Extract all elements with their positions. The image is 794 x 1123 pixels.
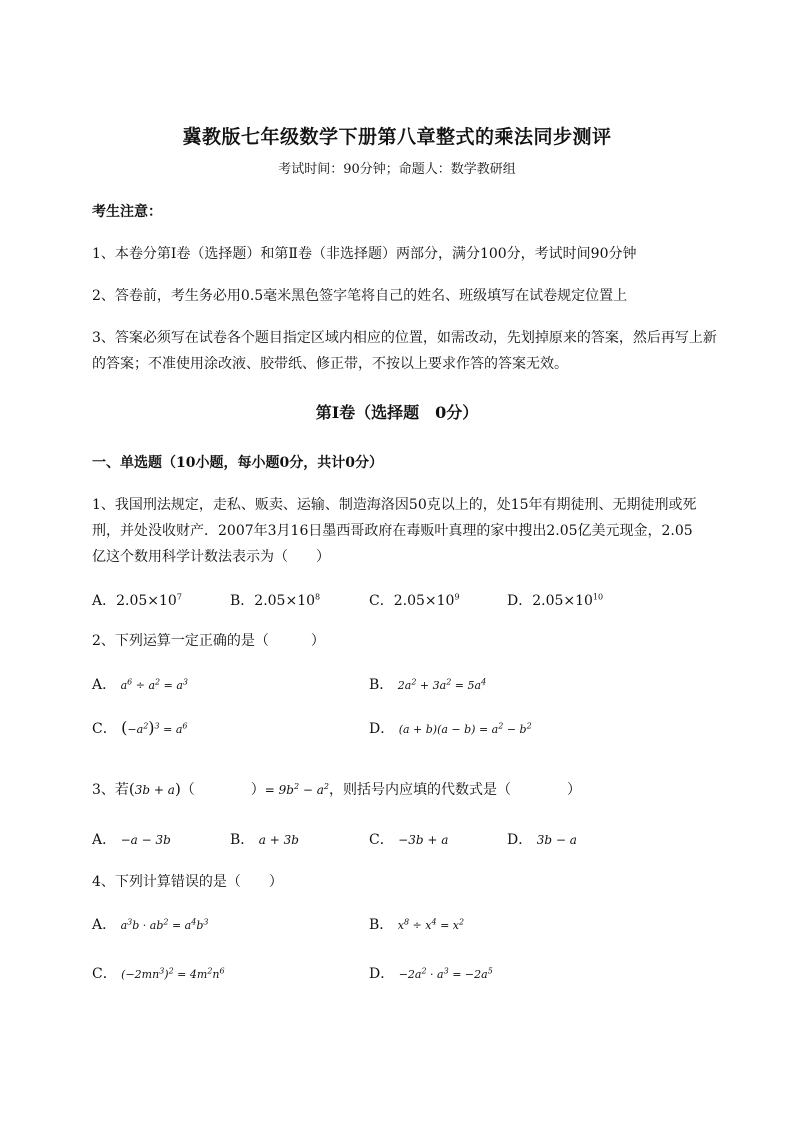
formula-image: $2a^2 + 3a^2 = 5a^4$ (397, 677, 487, 692)
question-4-option-c[interactable] (92, 963, 225, 983)
option-exponent: 10 (592, 592, 604, 602)
question-3-option-a[interactable] (92, 829, 171, 849)
question-4-stem: 4、下列计算错误的是（ ） (92, 874, 283, 890)
option-label: D． (507, 593, 533, 609)
option-label: A． (92, 832, 117, 848)
question-3-stem (92, 779, 581, 799)
formula-image: (3b + a) (128, 780, 181, 798)
formula-image: $a^6 \div a^2 = a^3$ (120, 677, 188, 692)
formula-image: 3b − a (536, 833, 577, 847)
option-exponent: 8 (315, 592, 321, 602)
question-1-stem: 亿这个数用科学计数法表示为（ ） (92, 549, 330, 565)
question-1-stem: 1、我国刑法规定，走私、贩卖、运输、制造海洛因50克以上的，处15年有期徒刑、无期徒刑或死 (92, 497, 697, 513)
option-exponent: 7 (176, 592, 182, 602)
notice-item: 1、本卷分第Ⅰ卷（选择题）和第Ⅱ卷（非选择题）两部分，满分100分，考试时间90分钟 (92, 246, 637, 262)
option-exponent: 9 (454, 592, 460, 602)
option-label: A． (92, 917, 117, 933)
option-label: B． (369, 917, 394, 933)
formula-image: $(a + b)(a - b) = a^2 - b^2$ (398, 721, 532, 736)
option-value: 2.05×10 (393, 593, 455, 609)
question-4-option-d[interactable] (369, 963, 493, 983)
formula-image: $a^3b \cdot ab^2 = a^4b^3$ (120, 917, 209, 932)
notice-item: 3、答案必须写在试卷各个题目指定区域内相应的位置，如需改动，先划掉原来的答案，然后再写上新 (92, 330, 717, 346)
question-3-option-b[interactable] (230, 829, 299, 849)
question-3-option-c[interactable] (369, 829, 448, 849)
option-label: B． (230, 593, 255, 609)
stem-text: ，则括号内应填的代数式是（ ） (329, 782, 582, 798)
option-label: C． (92, 721, 117, 737)
question-2-option-a[interactable] (92, 674, 188, 694)
formula-image: −3b + a (398, 833, 449, 847)
question-4-option-a[interactable] (92, 914, 208, 934)
notice-item: 2、答卷前，考生务必用0.5毫米黑色签字笔将自己的姓名、班级填写在试卷规定位置上 (92, 288, 628, 304)
option-value: 2.05×10 (116, 593, 177, 609)
option-label: D． (507, 832, 533, 848)
question-1-stem: 刑，并处没收财产．2007年3月16日墨西哥政府在毒贩叶真理的家中搜出2.05亿美元现金，2.05 (92, 523, 693, 539)
question-1-option-b[interactable] (230, 590, 320, 610)
formula-image: a + 3b (258, 833, 299, 847)
option-value: 2.05×10 (254, 593, 316, 609)
formula-image: $(-a^2)^3 = a^6$ (121, 718, 188, 737)
formula-image: $(-2mn^3)^2 = 4m^2n^6$ (121, 966, 225, 981)
option-label: C． (92, 966, 117, 982)
formula-image: = $9b^2 - a^2$ (264, 782, 330, 797)
document-subtitle: 考试时间：90分钟；命题人：数学教研组 (278, 162, 516, 177)
question-3-option-d[interactable] (507, 829, 577, 849)
option-label: A． (92, 677, 117, 693)
formula-image: $-2a^2 \cdot a^3 = -2a^5$ (398, 966, 493, 981)
question-4-option-b[interactable] (369, 914, 464, 934)
formula-image: $x^8 \div x^4 = x^2$ (397, 917, 465, 932)
formula-image: −a − 3b (120, 833, 171, 847)
question-2-option-d[interactable] (369, 718, 532, 738)
option-label: B． (230, 832, 255, 848)
stem-blank: （ ） (180, 782, 265, 798)
option-label: C． (369, 593, 394, 609)
option-label: A． (92, 593, 117, 609)
notice-item-continued: 的答案；不准使用涂改液、胶带纸、修正带，不按以上要求作答的答案无效。 (92, 356, 568, 372)
question-1-option-a[interactable] (92, 590, 182, 610)
question-1-option-d[interactable] (507, 590, 603, 610)
option-label: B． (369, 677, 394, 693)
document-title: 冀教版七年级数学下册第八章整式的乘法同步测评 (182, 126, 612, 148)
notice-heading: 考生注意： (92, 204, 162, 220)
option-value: 2.05×10 (532, 593, 593, 609)
question-2-stem: 2、下列运算一定正确的是（ ） (92, 633, 325, 649)
section-title: 第Ⅰ卷（选择题 0分） (315, 403, 479, 422)
part-heading: 一、单选题（10小题，每小题0分，共计0分） (92, 455, 383, 471)
option-label: D． (369, 721, 395, 737)
question-2-option-c[interactable] (92, 718, 188, 738)
question-1-option-c[interactable] (369, 590, 460, 610)
option-label: D． (369, 966, 395, 982)
stem-text: 3、若 (92, 782, 129, 798)
option-label: C． (369, 832, 394, 848)
question-2-option-b[interactable] (369, 674, 486, 694)
